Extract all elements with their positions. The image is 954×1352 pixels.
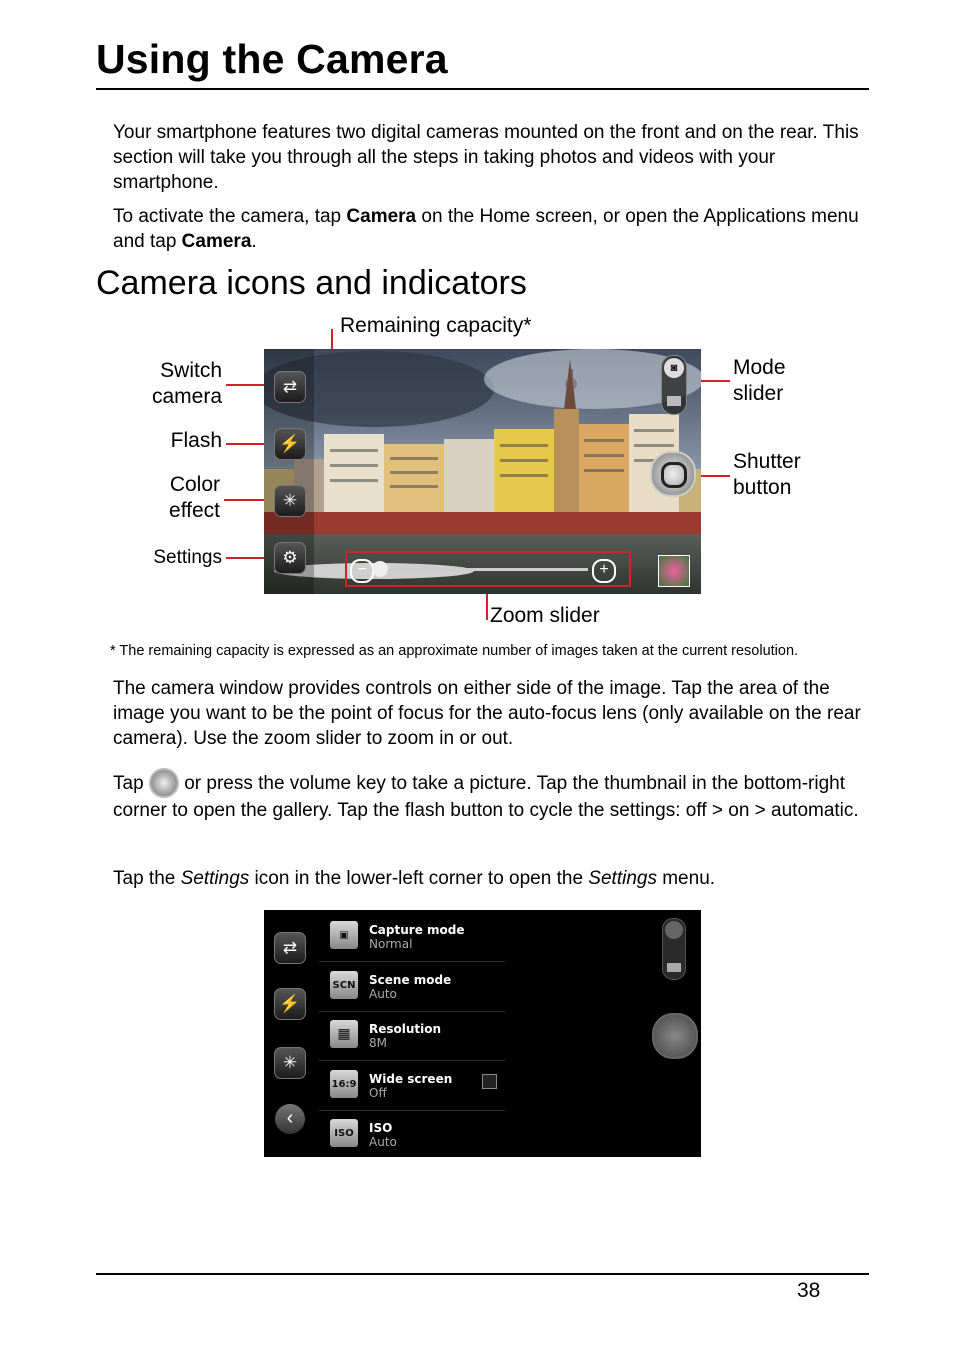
menu-item-wide-screen[interactable] [319, 1061, 505, 1111]
menu-item-value: 8M [369, 1036, 387, 1050]
menu-shutter-button[interactable] [652, 1013, 698, 1059]
intro-paragraph-1: Your smartphone features two digital cameras mounted on the front and on the rear. This section will take you through all the steps in taking photos and videos with your smartphone. [113, 122, 859, 193]
video-mode-icon [667, 396, 681, 406]
wide-screen-icon: 16:9 [330, 1070, 358, 1098]
wide-screen-checkbox[interactable] [482, 1074, 497, 1089]
gallery-thumbnail[interactable] [658, 555, 690, 587]
menu-item-value: Auto [369, 1135, 397, 1149]
menu-item-capture-mode[interactable] [319, 912, 505, 962]
settings-menu-screenshot [264, 910, 701, 1157]
menu-flash-button[interactable] [274, 988, 306, 1020]
zoom-slider-thumb[interactable] [372, 561, 388, 577]
video-mode-icon [667, 963, 681, 972]
menu-item-scene-mode[interactable] [319, 962, 505, 1012]
menu-item-value: Auto [369, 987, 397, 1001]
zoom-slider-track[interactable] [374, 568, 588, 571]
callout-switch-camera: Switch camera [151, 359, 222, 408]
title-rule [96, 88, 869, 90]
callout-remaining-capacity: Remaining capacity* [340, 314, 532, 337]
callout-shutter-button: Shutter button [733, 450, 801, 499]
menu-item-title: ISO [369, 1121, 393, 1135]
gear-icon: ⚙ [282, 548, 298, 567]
callout-color-effect: Color effect [169, 473, 220, 522]
flash-icon: ⚡ [279, 434, 301, 453]
switch-camera-button[interactable] [274, 371, 306, 403]
callout-settings: Settings [153, 547, 222, 568]
photo-mode-icon [665, 921, 683, 939]
page-number: 38 [797, 1279, 821, 1302]
section-title: Camera icons and indicators [96, 264, 527, 302]
menu-item-title: Resolution [369, 1022, 442, 1036]
color-effect-button[interactable] [274, 485, 306, 517]
flash-button[interactable] [274, 428, 306, 460]
intro-paragraph-2: To activate the camera, tap Camera on the Home screen, or open the Applications menu and tap Camera. [113, 206, 859, 252]
zoom-out-icon[interactable]: − [350, 559, 374, 583]
menu-item-title: Wide screen [369, 1072, 453, 1086]
footer-rule [96, 1273, 869, 1275]
switch-camera-icon: ⇄ [282, 377, 298, 396]
page-title: Using the Camera [96, 36, 448, 82]
menu-color-effect-button[interactable] [274, 1047, 306, 1079]
color-effect-icon: ✳ [282, 491, 298, 510]
camera-viewfinder[interactable] [264, 349, 701, 594]
menu-item-value: Normal [369, 937, 413, 951]
menu-item-value: Off [369, 1086, 387, 1100]
back-button[interactable] [275, 1104, 305, 1134]
iso-icon: ISO [330, 1119, 358, 1147]
mode-slider[interactable] [661, 355, 687, 415]
callout-zoom-slider: Zoom slider [490, 604, 600, 627]
shutter-inline-icon [149, 768, 179, 798]
menu-mode-slider[interactable] [662, 918, 686, 980]
resolution-grid-icon: ▦ [330, 1020, 358, 1048]
flash-icon: ⚡ [279, 994, 301, 1013]
callout-mode-slider: Mode slider [733, 356, 786, 405]
menu-switch-camera-button[interactable] [274, 932, 306, 964]
capture-mode-icon: ▣ [330, 921, 358, 949]
body-paragraph-5: Tap the Settings icon in the lower-left corner to open the Settings menu. [113, 868, 716, 889]
callout-flash: Flash [170, 429, 222, 452]
menu-item-title: Capture mode [369, 923, 465, 937]
menu-item-resolution[interactable] [319, 1011, 505, 1061]
body-paragraph-3: The camera window provides controls on either side of the image. Tap the area of the image you want to be the point of focus for the auto-focus lens (only available on the rear camera). Use the zoom slider to zoom in or out. [113, 678, 861, 749]
chevron-left-icon: ‹ [286, 1107, 294, 1129]
scene-mode-icon: SCN [330, 971, 358, 999]
color-effect-icon: ✳ [282, 1053, 298, 1072]
photo-mode-icon: ◙ [664, 358, 684, 378]
switch-camera-icon: ⇄ [282, 938, 298, 957]
menu-item-title: Scene mode [369, 973, 452, 987]
menu-item-iso[interactable] [319, 1110, 505, 1157]
zoom-in-icon[interactable]: + [592, 559, 616, 583]
shutter-icon [661, 462, 687, 488]
callout-line-shutter [696, 475, 730, 477]
body-paragraph-4: Tap or press the volume key to take a picture. Tap the thumbnail in the bottom-right corner to open the gallery. Tap the flash button to cycle the settings: off > on > automatic. [113, 768, 873, 824]
settings-button[interactable] [274, 542, 306, 574]
footnote: * The remaining capacity is expressed as an approximate number of images taken at the current resolution. [110, 643, 799, 659]
shutter-button[interactable] [650, 451, 696, 497]
